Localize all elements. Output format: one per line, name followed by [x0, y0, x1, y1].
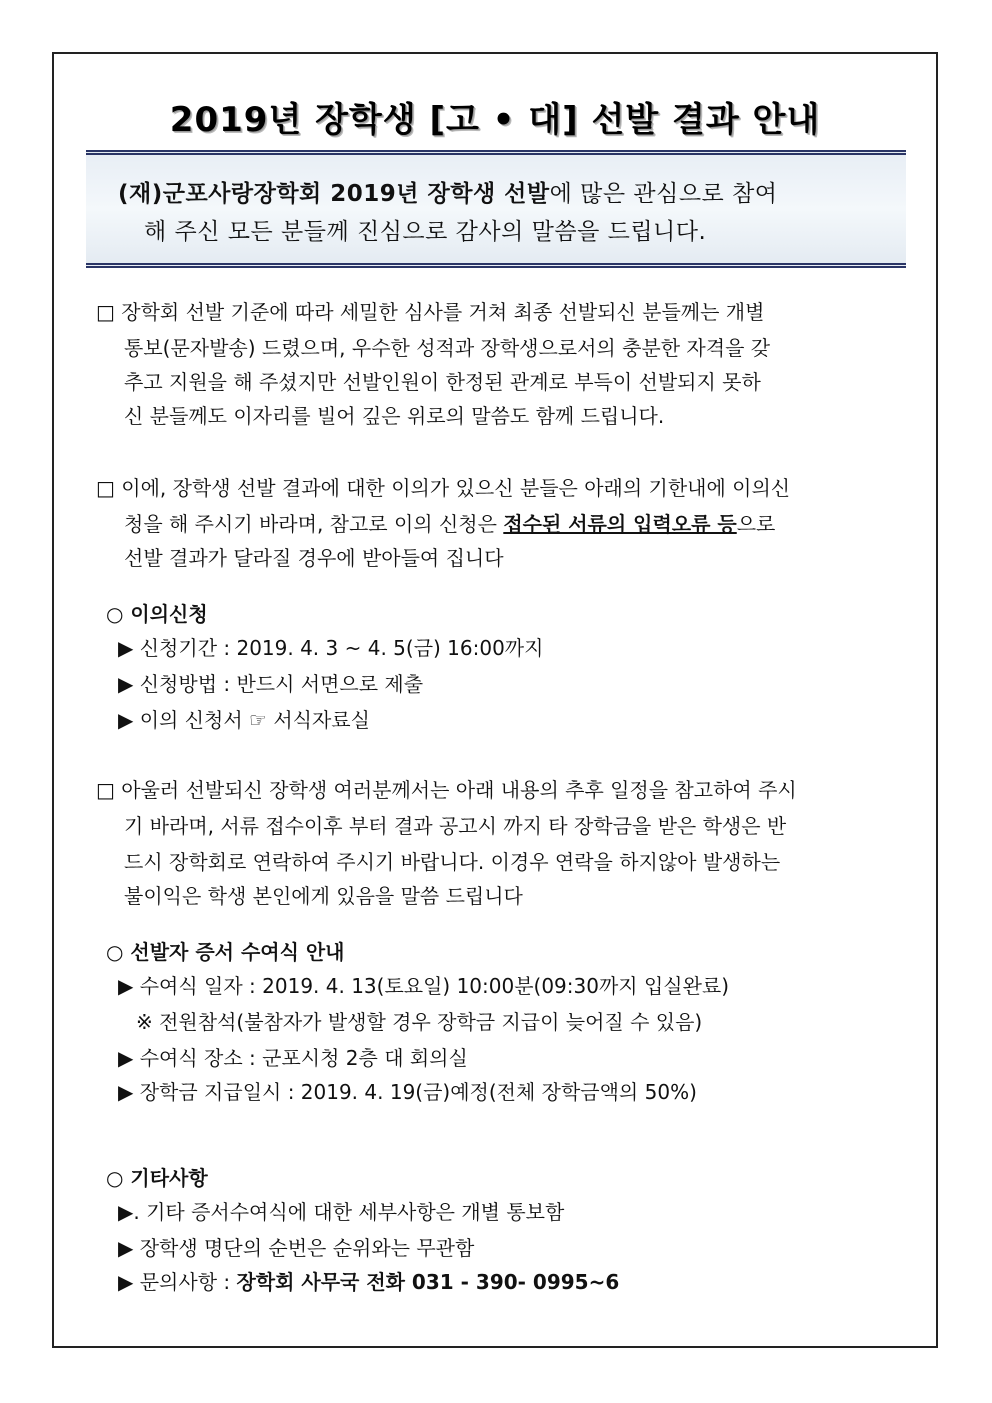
other-heading: ○ 기타사항: [106, 1166, 208, 1190]
para2-line-3: 선발 결과가 달라질 경우에 받아들여 집니다: [124, 546, 504, 570]
para2-text: 청을 해 주시기 바라며, 참고로 이의 신청은: [124, 512, 504, 536]
para3-line-2: 기 바라며, 서류 접수이후 부터 결과 공고시 까지 타 장학금을 받은 학생은 반: [124, 814, 787, 838]
banner-bold-text: (재)군포사랑장학회 2019년 장학생 선발: [118, 181, 550, 207]
para3-line-3: 드시 장학회로 연락하여 주시기 바랍니다. 이경우 연락을 하지않아 발생하는: [124, 850, 781, 874]
para3-line-1: □ 아울러 선발되신 장학생 여러분께서는 아래 내용의 추후 일정을 참고하여 주시: [96, 778, 797, 802]
ceremony-heading: ○ 선발자 증서 수여식 안내: [106, 940, 345, 964]
objection-item-method: ▶ 신청방법 : 반드시 서면으로 제출: [118, 672, 424, 696]
objection-heading: ○ 이의신청: [106, 602, 208, 626]
objection-item-form: ▶ 이의 신청서 ☞ 서식자료실: [118, 708, 370, 732]
banner-line-2: 해 주신 모든 분들께 진심으로 감사의 말씀을 드립니다.: [144, 219, 707, 245]
para2-line-2: [124, 508, 775, 537]
ceremony-item-payment: ▶ 장학금 지급일시 : 2019. 4. 19(금)예정(전체 장학금액의 50%): [118, 1080, 697, 1104]
para1-line-2: 통보(문자발송) 드렸으며, 우수한 성적과 장학생으로서의 충분한 자격을 갖: [124, 336, 771, 360]
thanks-banner: [86, 150, 906, 268]
para1-line-4: 신 분들께도 이자리를 빌어 깊은 위로의 말씀도 함께 드립니다.: [124, 404, 665, 428]
document-frame: [52, 52, 938, 1348]
para1-line-1: □ 장학회 선발 기준에 따라 세밀한 심사를 거쳐 최종 선발되신 분들께는 개별: [96, 300, 765, 324]
contact-label: ▶ 문의사항 :: [118, 1270, 237, 1294]
other-item-1: ▶. 기타 증서수여식에 대한 세부사항은 개별 통보함: [118, 1200, 565, 1224]
ceremony-item-place: ▶ 수여식 장소 : 군포시청 2층 대 회의실: [118, 1046, 468, 1070]
contact-phone: 장학회 사무국 전화 031 - 390- 0995~6: [236, 1270, 620, 1294]
banner-text: 에 많은 관심으로 참여: [549, 181, 778, 207]
other-contact: [118, 1266, 619, 1295]
underlined-emphasis: 접수된 서류의 입력오류 등: [503, 512, 737, 536]
ceremony-item-date: ▶ 수여식 일자 : 2019. 4. 13(토요일) 10:00분(09:30까지 입실완료): [118, 974, 730, 998]
para2-line-1: □ 이에, 장학생 선발 결과에 대한 이의가 있으신 분들은 아래의 기한내에 이의신: [96, 476, 791, 500]
page-title: 2019년 장학생 [고 • 대] 선발 결과 안내: [169, 100, 821, 140]
other-item-2: ▶ 장학생 명단의 순번은 순위와는 무관함: [118, 1236, 475, 1260]
banner-line-1: [118, 175, 778, 208]
para3-line-4: 불이익은 학생 본인에게 있음을 말씀 드립니다: [124, 884, 523, 908]
para1-line-3: 추고 지원을 해 주셨지만 선발인원이 한정된 관계로 부득이 선발되지 못하: [124, 370, 761, 394]
objection-item-period: ▶ 신청기간 : 2019. 4. 3 ~ 4. 5(금) 16:00까지: [118, 636, 544, 660]
ceremony-note: ※ 전원참석(불참자가 발생할 경우 장학금 지급이 늦어질 수 있음): [136, 1010, 703, 1034]
para2-text-end: 으로: [736, 512, 776, 536]
